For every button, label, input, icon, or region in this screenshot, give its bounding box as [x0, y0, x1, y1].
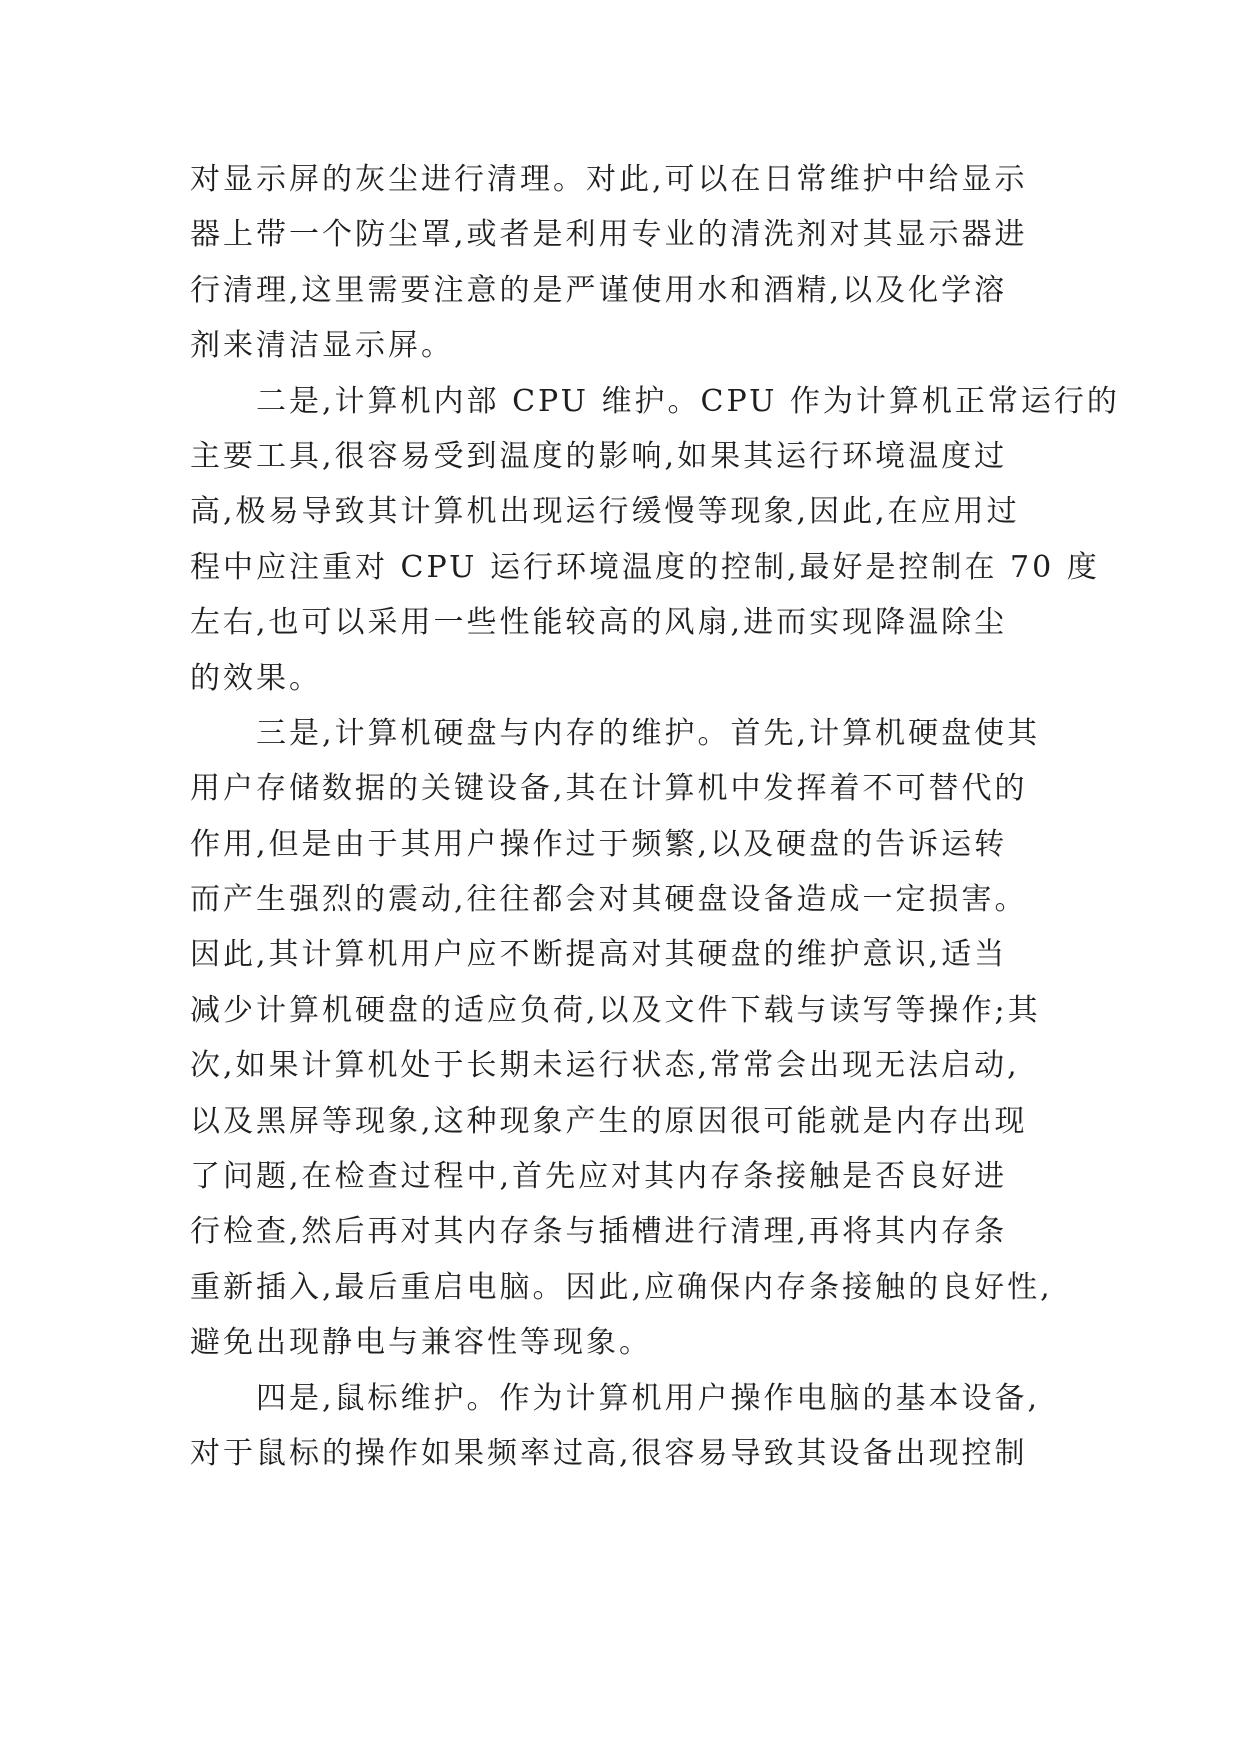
text-line: 次,如果计算机处于长期未运行状态,常常会出现无法启动, [190, 1048, 1020, 1084]
text-line: 作用,但是由于其用户操作过于频繁,以及硬盘的告诉运转 [190, 826, 1008, 862]
text-line: 程中应注重对 CPU 运行环境温度的控制,最好是控制在 70 度 [190, 549, 1100, 585]
paragraph-mouse-maintenance [190, 1371, 1065, 1482]
paragraph-disk-memory-maintenance [190, 706, 1065, 1371]
text-line: 避免出现静电与兼容性等现象。 [190, 1325, 652, 1361]
text-line: 用户存储数据的关键设备,其在计算机中发挥着不可替代的 [190, 771, 1028, 807]
text-line: 重新插入,最后重启电脑。因此,应确保内存条接触的良好性, [190, 1269, 1053, 1305]
text-line: 的效果。 [190, 660, 322, 696]
text-line: 对显示屏的灰尘进行清理。对此,可以在日常维护中给显示 [190, 162, 1028, 197]
text-line: 二是,计算机内部 CPU 维护。CPU 作为计算机正常运行的 [256, 383, 1120, 419]
paragraph-display-cleaning [190, 152, 1065, 374]
text-line: 行清理,这里需要注意的是严谨使用水和酒精,以及化学溶 [190, 272, 1008, 308]
text-line: 行检查,然后再对其内存条与插槽进行清理,再将其内存条 [190, 1214, 1008, 1250]
text-line: 因此,其计算机用户应不断提高对其硬盘的维护意识,适当 [190, 937, 1008, 973]
text-line: 了问题,在检查过程中,首先应对其内存条接触是否良好进 [190, 1159, 1008, 1195]
text-line: 高,极易导致其计算机出现运行缓慢等现象,因此,在应用过 [190, 494, 1020, 530]
body-text [190, 152, 1120, 1481]
paragraph-cpu-maintenance [190, 374, 1120, 706]
text-line: 减少计算机硬盘的适应负荷,以及文件下载与读写等操作;其 [190, 992, 1041, 1028]
text-line: 以及黑屏等现象,这种现象产生的原因很可能就是内存出现 [190, 1103, 1028, 1139]
text-line: 三是,计算机硬盘与内存的维护。首先,计算机硬盘使其 [256, 715, 1041, 751]
text-line: 四是,鼠标维护。作为计算机用户操作电脑的基本设备, [256, 1380, 1041, 1416]
text-line: 对于鼠标的操作如果频率过高,很容易导致其设备出现控制 [190, 1435, 1028, 1471]
text-line: 主要工具,很容易受到温度的影响,如果其运行环境温度过 [190, 438, 1008, 474]
text-line: 而产生强烈的震动,往往都会对其硬盘设备造成一定损害。 [190, 882, 1028, 918]
text-line: 器上带一个防尘罩,或者是利用专业的清洗剂对其显示器进 [190, 217, 1028, 253]
text-line: 左右,也可以采用一些性能较高的风扇,进而实现降温除尘 [190, 605, 1008, 641]
text-line: 剂来清洁显示屏。 [190, 328, 454, 364]
